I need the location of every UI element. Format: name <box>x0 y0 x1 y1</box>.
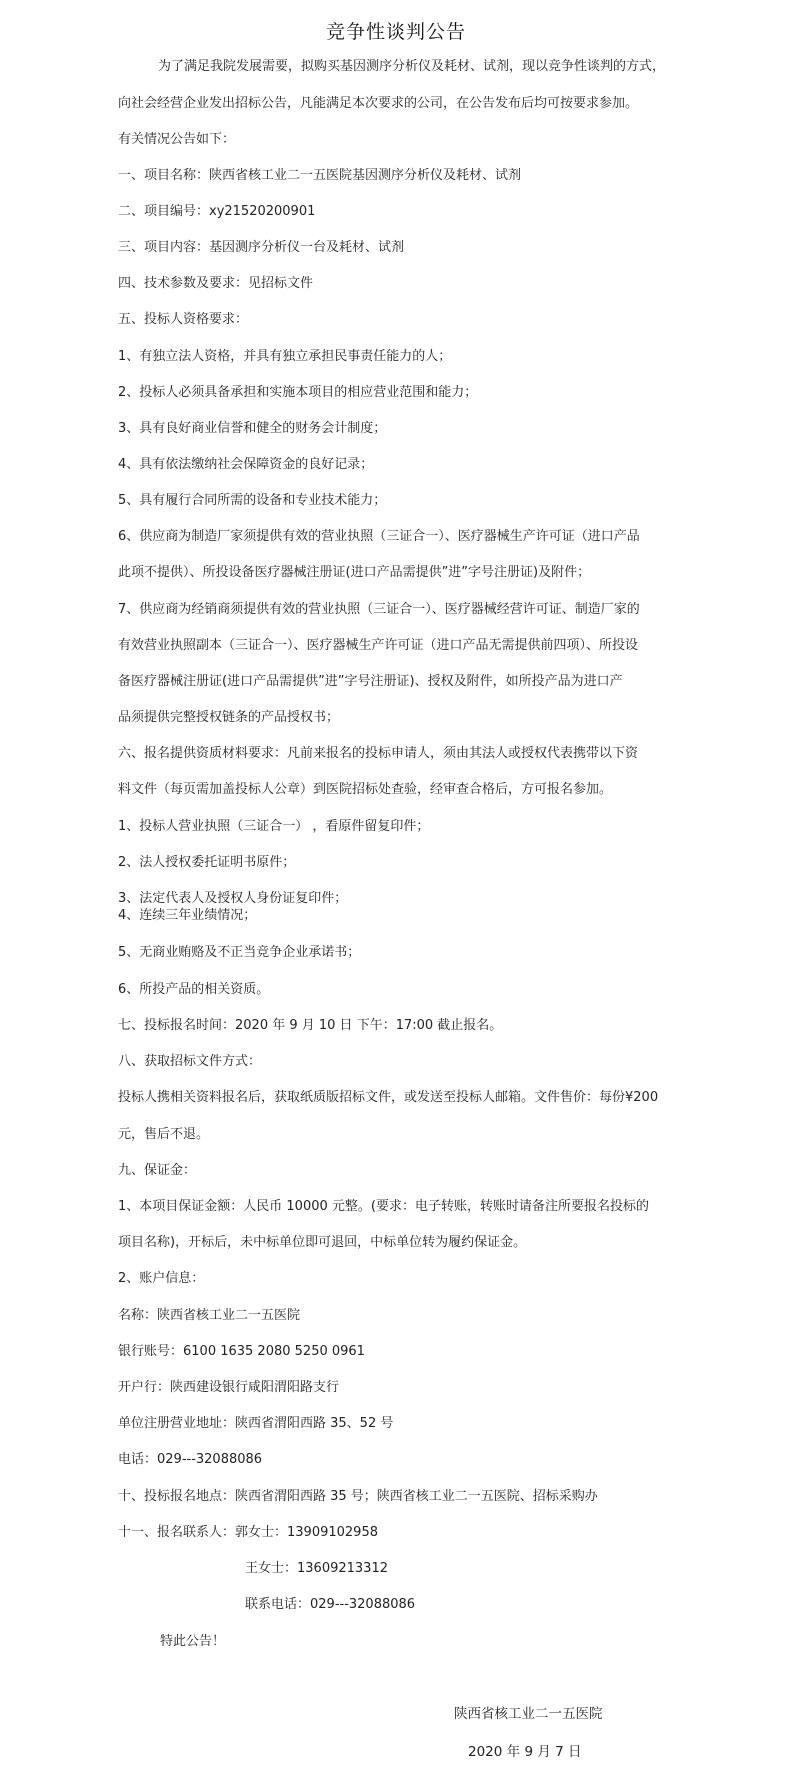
registration-location: 十、投标报名地点：陕西省渭阳西路 35 号；陕西省核工业二一五医院、招标采购办 <box>118 1489 598 1504</box>
contact-person-2: 王女士：13609213312 <box>245 1561 388 1576</box>
material-item-5: 5、无商业贿赂及不正当竞争企业承诺书； <box>118 945 361 960</box>
project-number: 二、项目编号：xy21520200901 <box>118 204 316 219</box>
material-item-3: 3、法定代表人及授权人身份证复印件； <box>118 891 348 906</box>
qualification-item-5: 5、具有履行合同所需的设备和专业技术能力； <box>118 493 387 508</box>
project-name: 一、项目名称：陕西省核工业二一五医院基因测序分析仪及耗材、试剂 <box>118 168 522 183</box>
contact-person-1: 十一、报名联系人：郭女士：13909102958 <box>118 1525 378 1540</box>
bid-document-method: 投标人携相关资料报名后，获取纸质版招标文件，或发送至投标人邮箱。文件售价：每份¥200 <box>118 1090 659 1105</box>
account-phone: 电话：029---32088086 <box>118 1452 263 1467</box>
deposit-heading: 九、保证金： <box>118 1163 197 1178</box>
deposit-amount: 1、本项目保证金额：人民币 10000 元整。(要求：电子转账，转账时请备注所要报名投标的 <box>118 1199 649 1214</box>
material-item-2: 2、法人授权委托证明书原件； <box>118 855 296 870</box>
qualification-item-6: 6、供应商为制造厂家须提供有效的营业执照（三证合一）、医疗器械生产许可证（进口产品 <box>118 529 640 544</box>
contact-phone: 联系电话：029---32088086 <box>245 1597 416 1612</box>
bid-document-method-cont: 元，售后不退。 <box>118 1127 210 1142</box>
qualification-item-6-cont: 此项不提供）、所投设备医疗器械注册证(进口产品需提供”进”字号注册证)及附件； <box>118 565 591 580</box>
project-content: 三、项目内容：基因测序分析仪一台及耗材、试剂 <box>118 240 405 255</box>
intro-line-1: 为了满足我院发展需要，拟购买基因测序分析仪及耗材、试剂，现以竞争性谈判的方式， <box>158 59 666 74</box>
qualification-item-4: 4、具有依法缴纳社会保障资金的良好记录； <box>118 457 374 472</box>
account-number: 银行账号：6100 1635 2080 5250 0961 <box>118 1344 365 1359</box>
signature-date: 2020 年 9 月 7 日 <box>468 1744 582 1760</box>
account-name: 名称：陕西省核工业二一五医院 <box>118 1308 301 1323</box>
account-bank: 开户行：陕西建设银行咸阳渭阳路支行 <box>118 1380 340 1395</box>
qualification-item-1: 1、有独立法人资格，并具有独立承担民事责任能力的人； <box>118 349 452 364</box>
deposit-amount-cont: 项目名称)，开标后，未中标单位即可退回，中标单位转为履约保证金。 <box>118 1235 527 1250</box>
materials-heading-cont: 料文件（每页需加盖投标人公章）到医院招标处查验，经审查合格后，方可报名参加。 <box>118 782 613 797</box>
material-item-1: 1、投标人营业执照（三证合一） ，看原件留复印件； <box>118 819 430 834</box>
page-title: 竞争性谈判公告 <box>325 21 466 43</box>
closing-remark: 特此公告！ <box>160 1634 226 1649</box>
intro-line-2: 向社会经营企业发出招标公告，凡能满足本次要求的公司，在公告发布后均可按要求参加。 <box>118 96 639 111</box>
tech-requirements: 四、技术参数及要求：见招标文件 <box>118 276 314 291</box>
account-info-heading: 2、账户信息： <box>118 1271 205 1286</box>
qualification-item-7: 7、供应商为经销商须提供有效的营业执照（三证合一）、医疗器械经营许可证、制造厂家的 <box>118 602 640 617</box>
bid-document-heading: 八、获取招标文件方式： <box>118 1054 262 1069</box>
material-item-6: 6、所投产品的相关资质。 <box>118 982 270 997</box>
bidder-qualification-heading: 五、投标人资格要求： <box>118 312 249 327</box>
qualification-item-2: 2、投标人必须具备承担和实施本项目的相应营业范围和能力； <box>118 385 478 400</box>
qualification-item-7-cont: 品须提供完整授权链条的产品授权书； <box>118 710 340 725</box>
qualification-item-7-cont: 备医疗器械注册证(进口产品需提供”进”字号注册证)、授权及附件，如所投产品为进口产 <box>118 674 623 689</box>
registered-address: 单位注册营业地址：陕西省渭阳西路 35、52 号 <box>118 1416 394 1431</box>
registration-time: 七、投标报名时间：2020 年 9 月 10 日 下午：17:00 截止报名。 <box>118 1018 503 1033</box>
qualification-item-3: 3、具有良好商业信誉和健全的财务会计制度； <box>118 421 387 436</box>
signature-organization: 陕西省核工业二一五医院 <box>454 1706 603 1722</box>
material-item-4: 4、连续三年业绩情况； <box>118 908 257 923</box>
qualification-item-7-cont: 有效营业执照副本（三证合一）、医疗器械生产许可证（进口产品无需提供前四项）、所投设 <box>118 638 639 653</box>
materials-heading: 六、报名提供资质材料要求：凡前来报名的投标申请人，须由其法人或授权代表携带以下资 <box>118 746 639 761</box>
intro-line-3: 有关情况公告如下： <box>118 132 236 147</box>
